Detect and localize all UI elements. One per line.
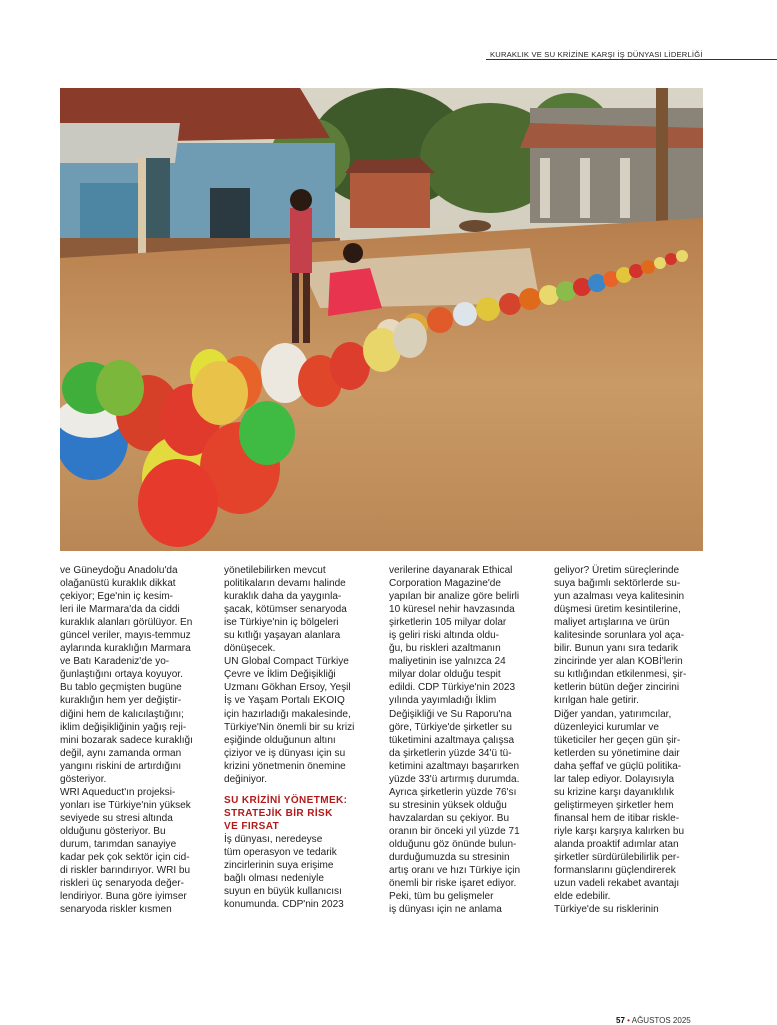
text-line: krizini yönetmenin önemine xyxy=(224,760,346,772)
text-line: durum, tarımdan sanayiye xyxy=(60,838,177,850)
text-line: da şirketlerin yüzde 34'ü tü- xyxy=(389,747,512,759)
text-line: artış oranı ve hızı Türkiye için xyxy=(389,865,521,877)
text-line: oranın bir önceki yıl yüzde 71 xyxy=(389,825,520,837)
text-line: alanda proaktif adımlar atan xyxy=(554,838,679,850)
section-heading: VE FIRSAT xyxy=(224,820,280,832)
text-line: ketlerin bütün değer zincirini xyxy=(554,682,680,694)
section-heading: SU KRİZİNİ YÖNETMEK: xyxy=(224,794,348,806)
text-line: daha şeffaf ve güçlü politika- xyxy=(554,760,682,772)
text-line: su krizine karşı dayanıklılık xyxy=(554,786,675,798)
text-line: su kıtlığı yaşayan alanlara xyxy=(224,630,341,642)
text-line: maliyetinin ise yalnızca 24 xyxy=(389,656,506,668)
text-line: su stresinin yüksek olduğu xyxy=(389,799,507,811)
text-line: tüm operasyon ve tedarik xyxy=(224,846,337,858)
page-number: 57 xyxy=(616,1016,625,1025)
running-header: KURAKLIK VE SU KRİZİNE KARŞI İŞ DÜNYASI LİDERLİĞİ xyxy=(490,50,703,59)
text-line: geliştirmeyen şirketler hem xyxy=(554,799,674,811)
header-rule xyxy=(486,59,777,60)
text-line: geliyor? Üretim süreçlerinde xyxy=(554,565,680,576)
text-line: şirketlerin 105 milyar dolar xyxy=(389,617,507,629)
text-line: seviyede su stresi altında xyxy=(60,812,173,824)
text-line: formanslarını güçlendirerek xyxy=(554,865,676,877)
text-line: yun azalması veya kalitesinin xyxy=(554,591,685,603)
photo-water-pots xyxy=(60,88,703,551)
text-line: Peki, tüm bu gelişmeler xyxy=(389,891,494,903)
text-line: senaryoda riskler kısmen xyxy=(60,904,172,916)
text-line: tüketimini azaltmaya çalışsa xyxy=(389,734,515,746)
text-line: elde edebilir. xyxy=(554,891,611,903)
text-line: verilerine dayanarak Ethical xyxy=(389,565,513,576)
text-line: Çevre ve İklim Değişikliği xyxy=(224,669,336,681)
section-gap xyxy=(224,786,377,794)
text-line: su kıtlığından etkilenmesi, şir- xyxy=(554,669,687,681)
text-column-1 xyxy=(60,564,213,916)
text-line: ğu, bu riskleri azaltmanın xyxy=(389,643,501,655)
text-line: Uzmanı Gökhan Ersoy, Yeşil xyxy=(224,682,351,694)
text-line: konumunda. CDP'nin 2023 xyxy=(224,899,344,911)
text-line: kırılgan hale getirir. xyxy=(554,695,639,707)
text-line: milyar dolar olduğu tespit xyxy=(389,669,501,681)
text-line: kuraklığın hem yer değiştir- xyxy=(60,695,182,707)
text-line: Corporation Magazine'de xyxy=(389,578,501,590)
text-line: Türkiye'de su risklerinin xyxy=(554,904,659,916)
text-line: kuraklık daha da yaygınla- xyxy=(224,591,342,603)
text-line: Diğer yandan, yatırımcılar, xyxy=(554,708,672,720)
text-line: diğini hem de kalıcılaştığını; xyxy=(60,708,184,720)
text-line: gösteriyor. xyxy=(60,773,107,785)
text-line: uzun vadeli rekabet avantajı xyxy=(554,878,680,890)
text-line: tüketiciler her geçen gün şir- xyxy=(554,734,681,746)
text-line: çiziyor ve iş dünyası için su xyxy=(224,747,346,759)
text-line: ğunlaştığını ortaya koyuyor. xyxy=(60,669,183,681)
text-line: göre, Türkiye'de şirketler su xyxy=(389,721,512,733)
text-line: suya bağımlı sektörlerde su- xyxy=(554,578,681,590)
text-line: finansal hem de itibar riskle- xyxy=(554,812,680,824)
text-line: için hazırladığı makalesinde, xyxy=(224,708,351,720)
text-line: yüzde 33'ü artırmış durumda. xyxy=(389,773,520,785)
text-line: yapılan bir analize göre belirli xyxy=(389,591,520,603)
text-line: UN Global Compact Türkiye xyxy=(224,656,349,668)
text-line: riskleri üç senaryoda değer- xyxy=(60,878,184,890)
text-line: suyun en büyük kullanıcısı xyxy=(224,886,342,898)
text-line: politikaların devamı halinde xyxy=(224,578,346,590)
text-line: ise Türkiye'nin iç bölgeleri xyxy=(224,617,339,629)
text-line: mini bozarak sadece kuraklığı xyxy=(60,734,193,746)
text-line: Türkiye'Nin önemli bir su krizi xyxy=(224,721,355,733)
text-line: ve Batı Karadeniz'de yo- xyxy=(60,656,170,668)
text-line: önemli bir riske işaret ediyor. xyxy=(389,878,517,890)
text-line: di riskler barındırıyor. WRI bu xyxy=(60,865,191,877)
text-line: düşmesi üretim kesintilerine, xyxy=(554,604,681,616)
text-line: yangını riskini de artırdığını xyxy=(60,760,182,772)
text-line: WRI Aqueduct'ın projeksi- xyxy=(60,786,176,798)
text-line: şacak, kötümser senaryoda xyxy=(224,604,347,616)
text-line: yonları ise Türkiye'nin yüksek xyxy=(60,799,191,811)
text-line: maliyet artışlarına ve ürün xyxy=(554,617,670,629)
text-line: kuraklık alanları görülüyor. En xyxy=(60,617,193,629)
text-line: bilir. Bunun yanı sıra tedarik xyxy=(554,643,678,655)
issue-date: AĞUSTOS 2025 xyxy=(631,1016,691,1025)
text-column-4 xyxy=(554,564,707,916)
text-line: ketimini azaltmayı başarırken xyxy=(389,760,520,772)
text-line: yönetilebilirken mevcut xyxy=(224,565,326,576)
text-line: dönüşecek. xyxy=(224,643,276,655)
text-line: İş dünyası, neredeyse xyxy=(224,833,323,845)
text-line: güncel veriler, mayıs-temmuz xyxy=(60,630,191,642)
text-line: çekiyor; Ege'nin iç kesim- xyxy=(60,591,174,603)
text-line: iş dünyası için ne anlama xyxy=(389,904,502,916)
text-column-3 xyxy=(389,564,542,916)
text-line: havzalardan su çekiyor. Bu xyxy=(389,812,510,824)
footer-bullet: • xyxy=(627,1016,630,1025)
text-column-2 xyxy=(224,564,377,911)
text-line: durduğumuzda su stresinin xyxy=(389,852,510,864)
text-line: olağanüstü kuraklık dikkat xyxy=(60,578,176,590)
text-line: değil, aynı zamanda orman xyxy=(60,747,182,759)
text-line: lar talep ediyor. Dolayısıyla xyxy=(554,773,675,785)
text-line: değiniyor. xyxy=(224,773,268,785)
text-line: 10 küresel nehir havzasında xyxy=(389,604,515,616)
text-line: lendiriyor. Buna göre iyimser xyxy=(60,891,187,903)
text-line: ketlerden su yönetimine dair xyxy=(554,747,680,759)
text-line: aylarında kuraklığın Marmara xyxy=(60,643,191,655)
text-line: olduğunu gösteriyor. Bu xyxy=(60,825,166,837)
text-line: Değişikliği ve Su Raporu'na xyxy=(389,708,512,720)
text-line: edildi. CDP Türkiye'nin 2023 xyxy=(389,682,516,694)
text-line: bağlı olması nedeniyle xyxy=(224,873,324,885)
text-line: eşiğinde olduğunun altını xyxy=(224,734,336,746)
text-line: Bu tablo geçmişten bugüne xyxy=(60,682,182,694)
text-line: kalitesinde sorunlara yol açа- xyxy=(554,630,685,642)
text-line: İş ve Yaşam Portalı EKOIQ xyxy=(224,695,345,707)
text-line: yılında yayımladığı İklim xyxy=(389,695,497,707)
text-line: zincirinde yer alan KOBİ'lerin xyxy=(554,656,683,668)
text-line: iklim değişikliğinin yağış reji- xyxy=(60,721,187,733)
text-line: leri ile Marmara'da da ciddi xyxy=(60,604,180,616)
section-heading: STRATEJİK BİR RİSK xyxy=(224,807,333,819)
text-line: Ayrıca şirketlerin yüzde 76'sı xyxy=(389,786,517,798)
text-line: şirketler sürdürülebilirlik per- xyxy=(554,852,680,864)
text-line: zincirlerinin suya erişime xyxy=(224,860,334,872)
text-line: düzenleyici kurumlar ve xyxy=(554,721,659,733)
text-line: olduğunu göz önünde bulun- xyxy=(389,838,517,850)
text-line: iş geliri riski altında oldu- xyxy=(389,630,500,642)
text-line: kadar pek çok sektör için cid- xyxy=(60,852,190,864)
text-line: ve Güneydoğu Anadolu'da xyxy=(60,565,178,576)
text-line: riyle karşı karşıya kalırken bu xyxy=(554,825,685,837)
